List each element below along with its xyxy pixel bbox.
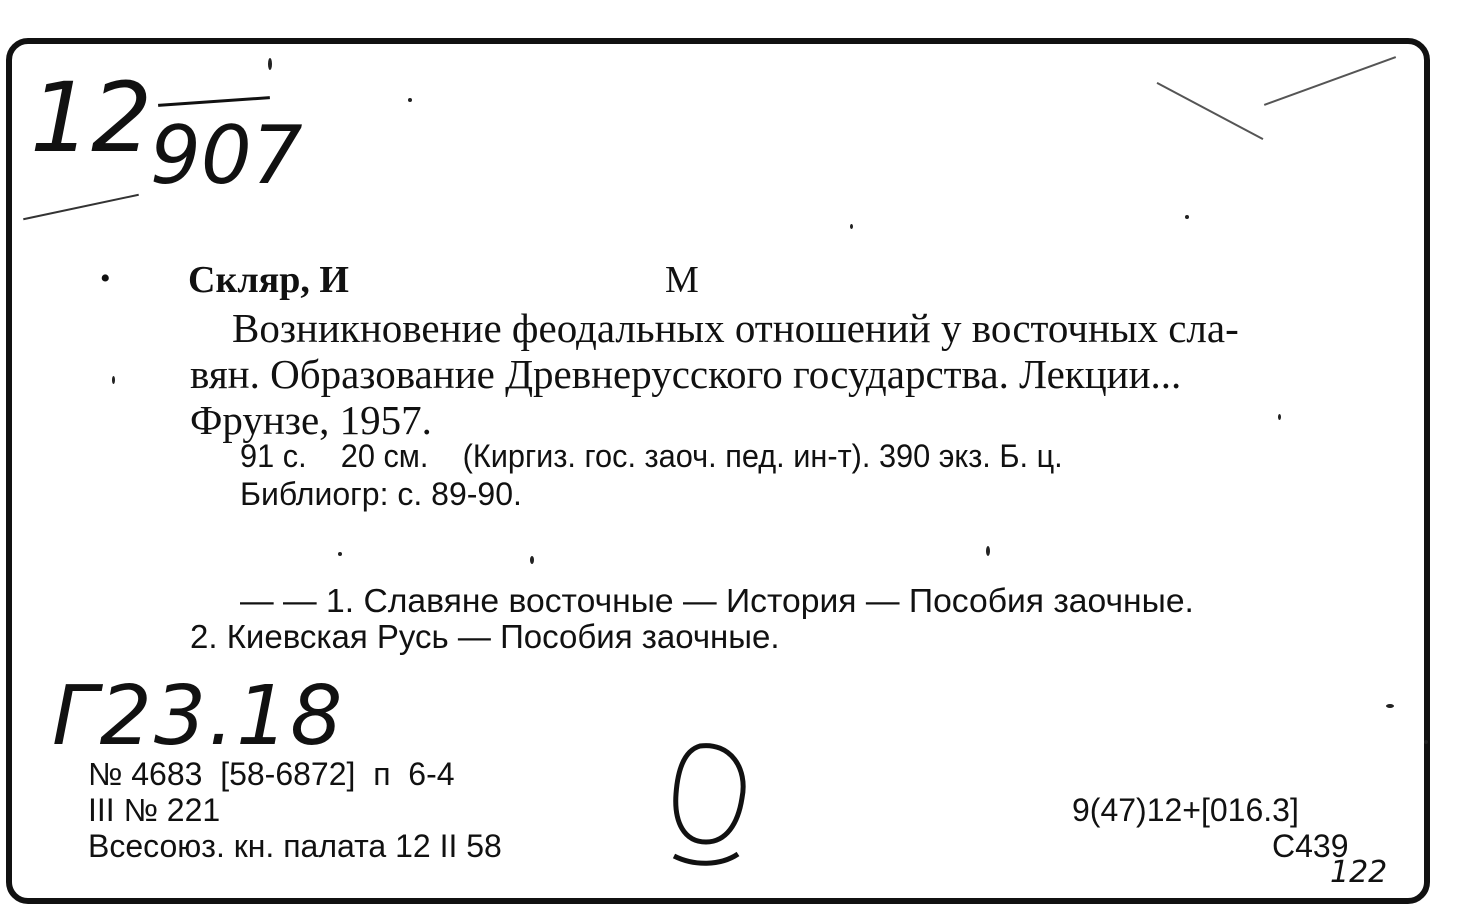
footer-chamber-date: Всесоюз. кн. палата 12 II 58 xyxy=(88,828,502,864)
physical-description-line-1: 91 с. 20 см. (Киргиз. гос. заоч. пед. ин-т). 390 экз. Б. ц. xyxy=(240,438,1063,474)
udc-code: 9(47)12+[016.3] xyxy=(1072,792,1299,828)
author-surname: Скляр, И xyxy=(188,259,349,301)
speck xyxy=(530,556,534,564)
speck xyxy=(1424,740,1428,744)
handwritten-classification: Г23.18 xyxy=(52,669,345,764)
footer-record-number: № 4683 [58-6872] п 6-4 xyxy=(88,756,455,792)
call-number: С439 xyxy=(1272,828,1349,864)
title-line-1: Возникновение феодальных отношений у восточных сла- xyxy=(232,305,1239,351)
title-line-3: Фрунзе, 1957. xyxy=(190,397,432,443)
footer-series-number: III № 221 xyxy=(88,792,221,828)
speck xyxy=(1278,414,1281,420)
bullet-dot: • xyxy=(100,262,111,295)
title-line-2: вян. Образование Древнерусского государства. Лекции... xyxy=(190,351,1182,397)
speck xyxy=(338,552,342,556)
speck xyxy=(408,98,412,102)
subject-line-1: — — 1. Славяне восточные — История — Пособия заочные. xyxy=(240,582,1194,619)
speck xyxy=(1185,215,1189,219)
author-initial: М xyxy=(665,259,699,301)
speck xyxy=(112,376,115,384)
speck xyxy=(986,546,990,556)
handwritten-top-sub-number: 907 xyxy=(150,109,303,202)
speck xyxy=(1386,704,1394,708)
speck xyxy=(268,58,272,70)
subject-line-2: 2. Киевская Русь — Пособия заочные. xyxy=(190,618,780,655)
handwritten-top-number: 12 xyxy=(30,62,153,174)
speck xyxy=(850,224,853,229)
handwritten-zero-mark xyxy=(660,738,760,878)
physical-description-line-2: Библиогр: с. 89-90. xyxy=(240,476,522,512)
handwritten-corner-mark: 122 xyxy=(1330,855,1388,890)
